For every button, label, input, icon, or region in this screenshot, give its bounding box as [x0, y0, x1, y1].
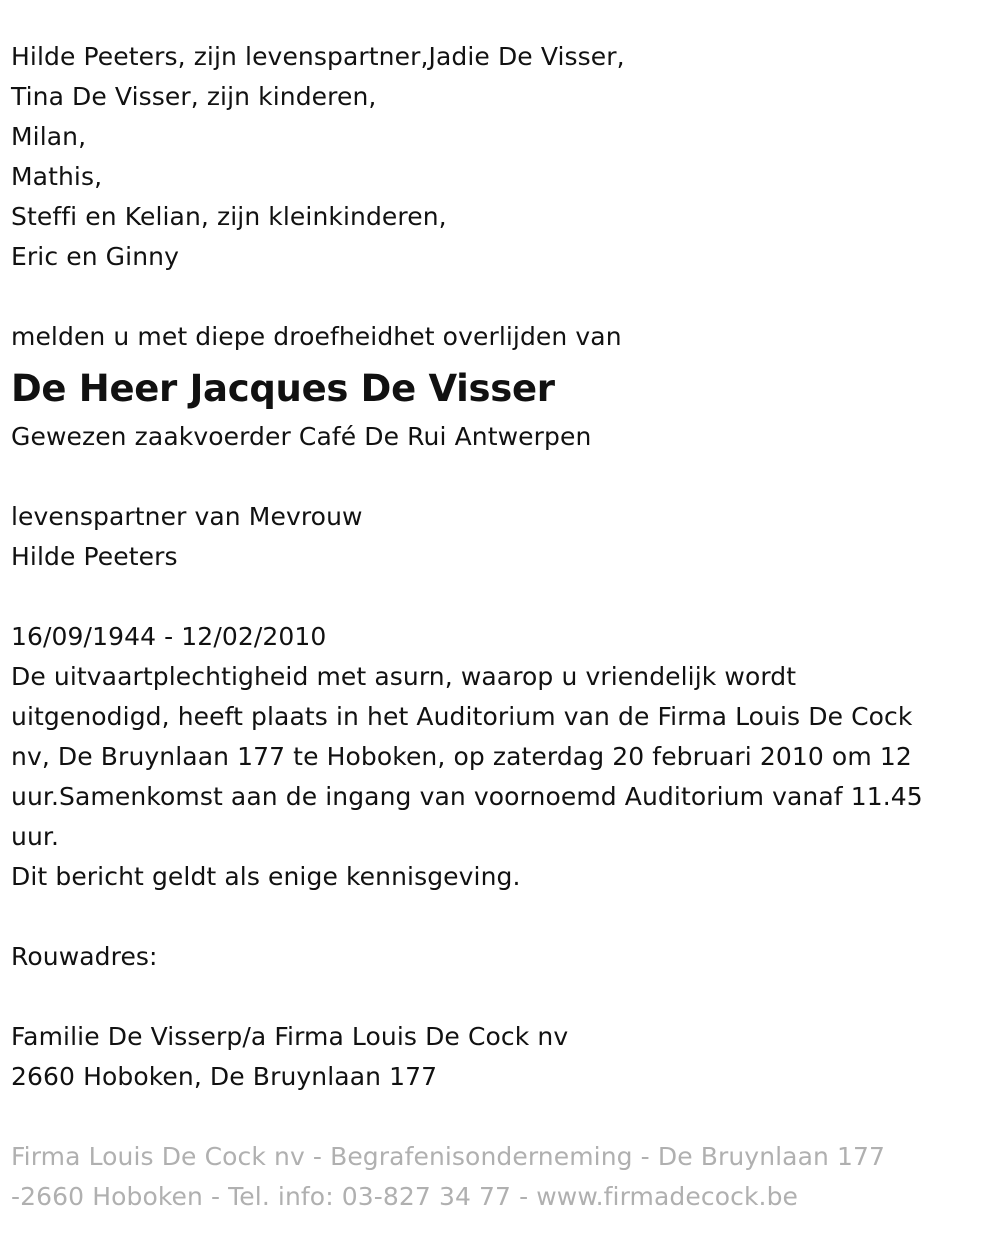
- family-line: Mathis,: [11, 162, 103, 191]
- footer-line: -2660 Hoboken - Tel. info: 03-827 34 77 - www.firmadecock.be: [11, 1182, 799, 1211]
- ceremony-line: uur.Samenkomst aan de ingang van voornoemd Auditorium vanaf 11.45: [11, 782, 923, 811]
- spacer: [11, 457, 1000, 497]
- spacer: [11, 977, 1000, 1017]
- announcement-text: melden u met diepe droefheidhet overlijden van: [11, 322, 622, 351]
- footer-line: Firma Louis De Cock nv - Begrafenisonderneming - De Bruynlaan 177: [11, 1142, 886, 1171]
- life-dates: 16/09/1944 - 12/02/2010: [11, 622, 327, 651]
- spacer: [11, 577, 1000, 617]
- family-line: Milan,: [11, 122, 87, 151]
- spacer: [11, 277, 1000, 317]
- footer: [11, 1137, 1000, 1217]
- address-label: Rouwadres:: [11, 942, 158, 971]
- partner-line: levenspartner van Mevrouw: [11, 502, 363, 531]
- ceremony-details: [11, 657, 1000, 857]
- address-line: 2660 Hoboken, De Bruynlaan 177: [11, 1062, 438, 1091]
- notice-text: Dit bericht geldt als enige kennisgeving.: [11, 862, 521, 891]
- family-line: Steffi en Kelian, zijn kleinkinderen,: [11, 202, 447, 231]
- family-line: Tina De Visser, zijn kinderen,: [11, 82, 377, 111]
- ceremony-line: uitgenodigd, heeft plaats in het Auditorium van de Firma Louis De Cock: [11, 702, 913, 731]
- ceremony-line: nv, De Bruynlaan 177 te Hoboken, op zaterdag 20 februari 2010 om 12: [11, 742, 912, 771]
- family-list: [11, 37, 1000, 277]
- partner-name: Hilde Peeters: [11, 542, 178, 571]
- deceased-occupation: Gewezen zaakvoerder Café De Rui Antwerpen: [11, 422, 592, 451]
- family-line: Eric en Ginny: [11, 242, 179, 271]
- ceremony-line: uur.: [11, 822, 60, 851]
- family-line: Hilde Peeters, zijn levenspartner,Jadie De Visser,: [11, 42, 625, 71]
- spacer: [11, 1097, 1000, 1137]
- ceremony-line: De uitvaartplechtigheid met asurn, waarop u vriendelijk wordt: [11, 662, 797, 691]
- spacer: [11, 897, 1000, 937]
- address-line: Familie De Visserp/a Firma Louis De Cock nv: [11, 1022, 569, 1051]
- deceased-name: De Heer Jacques De Visser: [11, 367, 555, 410]
